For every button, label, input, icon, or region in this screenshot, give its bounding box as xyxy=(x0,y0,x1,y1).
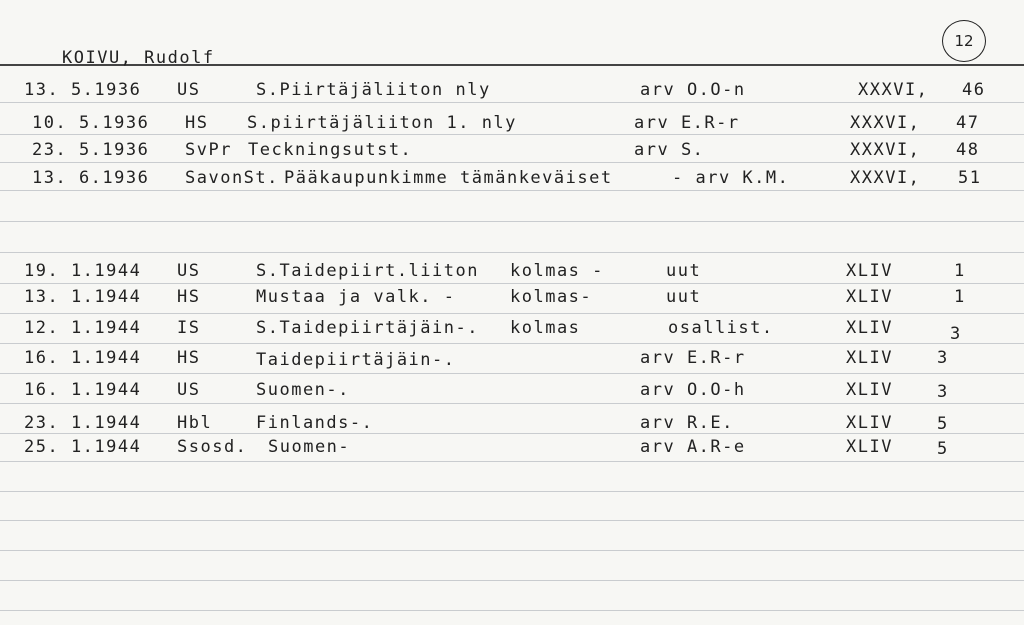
ruled-line xyxy=(0,190,1024,191)
row-source: IS xyxy=(177,318,201,338)
ruled-line xyxy=(0,491,1024,492)
row-source: HS xyxy=(177,348,201,368)
ruled-line xyxy=(0,373,1024,374)
row-note: - arv K.M. xyxy=(672,168,790,188)
row-note: arv O.O-n xyxy=(640,80,746,100)
row-page: 46 xyxy=(962,80,986,100)
row-title: Taidepiirtäjäin-. xyxy=(256,350,456,370)
row-title: S.Taidepiirt.liiton xyxy=(256,261,479,281)
row-page: 1 xyxy=(954,287,966,307)
row-title: Mustaa ja valk. - xyxy=(256,287,456,307)
row-source: Ssosd. xyxy=(177,437,248,457)
row-note: arv E.R-r xyxy=(634,113,740,133)
row-note: kolmas - xyxy=(510,261,604,281)
ruled-line xyxy=(0,550,1024,551)
row-volume: XXXVI, xyxy=(858,80,929,100)
card-name: KOIVU, Rudolf xyxy=(62,48,215,68)
row-volume: XLIV xyxy=(846,380,893,400)
row-date: 12. 1.1944 xyxy=(24,318,142,338)
row-volume: XXXVI, xyxy=(850,168,921,188)
row-date: 13. 1.1944 xyxy=(24,287,142,307)
row-volume: XLIV xyxy=(846,437,893,457)
row-note-2: uut xyxy=(666,287,702,307)
ruled-line xyxy=(0,102,1024,103)
row-source: US xyxy=(177,380,201,400)
row-page: 51 xyxy=(958,168,982,188)
row-page: 3 xyxy=(937,382,949,402)
row-source: SavonSt. xyxy=(185,168,279,188)
row-volume: XXXVI, xyxy=(850,140,921,160)
row-source: HS xyxy=(177,287,201,307)
row-title: S.piirtäjäliiton 1. nly xyxy=(247,113,517,133)
row-title: Finlands-. xyxy=(256,413,374,433)
row-date: 13. 5.1936 xyxy=(24,80,142,100)
ruled-line xyxy=(0,610,1024,611)
row-date: 23. 5.1936 xyxy=(32,140,150,160)
card-number-badge xyxy=(942,20,986,62)
ruled-line xyxy=(0,283,1024,284)
row-title: S.Taidepiirtäjäin-. xyxy=(256,318,479,338)
row-note: kolmas xyxy=(510,318,581,338)
row-note: arv S. xyxy=(634,140,705,160)
row-title: S.Piirtäjäliiton nly xyxy=(256,80,491,100)
row-date: 16. 1.1944 xyxy=(24,380,142,400)
ruled-line xyxy=(0,252,1024,253)
ruled-line xyxy=(0,580,1024,581)
row-note: arv O.O-h xyxy=(640,380,746,400)
row-date: 19. 1.1944 xyxy=(24,261,142,281)
ruled-line xyxy=(0,162,1024,163)
ruled-line xyxy=(0,313,1024,314)
row-page: 5 xyxy=(937,414,949,434)
row-page: 3 xyxy=(950,324,962,344)
row-page: 1 xyxy=(954,261,966,281)
row-note: kolmas- xyxy=(510,287,593,307)
row-title: Suomen- xyxy=(268,437,351,457)
row-page: 5 xyxy=(937,439,949,459)
ruled-line xyxy=(0,343,1024,344)
row-volume: XLIV xyxy=(846,413,893,433)
row-date: 13. 6.1936 xyxy=(32,168,150,188)
row-source: US xyxy=(177,261,201,281)
row-page: 47 xyxy=(956,113,980,133)
row-page: 3 xyxy=(937,348,949,368)
row-source: SvPr xyxy=(185,140,232,160)
row-date: 23. 1.1944 xyxy=(24,413,142,433)
row-volume: XLIV xyxy=(846,261,893,281)
row-volume: XLIV xyxy=(846,348,893,368)
row-date: 25. 1.1944 xyxy=(24,437,142,457)
card-number: 12 xyxy=(954,32,974,50)
row-title: Suomen-. xyxy=(256,380,350,400)
row-note: arv E.R-r xyxy=(640,348,746,368)
row-note-2: uut xyxy=(666,261,702,281)
row-date: 16. 1.1944 xyxy=(24,348,142,368)
row-note-2: osallist. xyxy=(668,318,774,338)
row-volume: XXXVI, xyxy=(850,113,921,133)
row-title: Pääkaupunkimme tämänkeväiset xyxy=(284,168,613,188)
ruled-line xyxy=(0,461,1024,462)
ruled-line xyxy=(0,433,1024,434)
ruled-line xyxy=(0,403,1024,404)
row-volume: XLIV xyxy=(846,287,893,307)
ruled-line xyxy=(0,221,1024,222)
row-title: Teckningsutst. xyxy=(248,140,413,160)
ruled-line xyxy=(0,134,1024,135)
row-source: HS xyxy=(185,113,209,133)
row-volume: XLIV xyxy=(846,318,893,338)
row-source: Hbl xyxy=(177,413,213,433)
ruled-line xyxy=(0,520,1024,521)
row-note: arv R.E. xyxy=(640,413,734,433)
row-page: 48 xyxy=(956,140,980,160)
row-source: US xyxy=(177,80,201,100)
row-date: 10. 5.1936 xyxy=(32,113,150,133)
row-note: arv A.R-e xyxy=(640,437,746,457)
